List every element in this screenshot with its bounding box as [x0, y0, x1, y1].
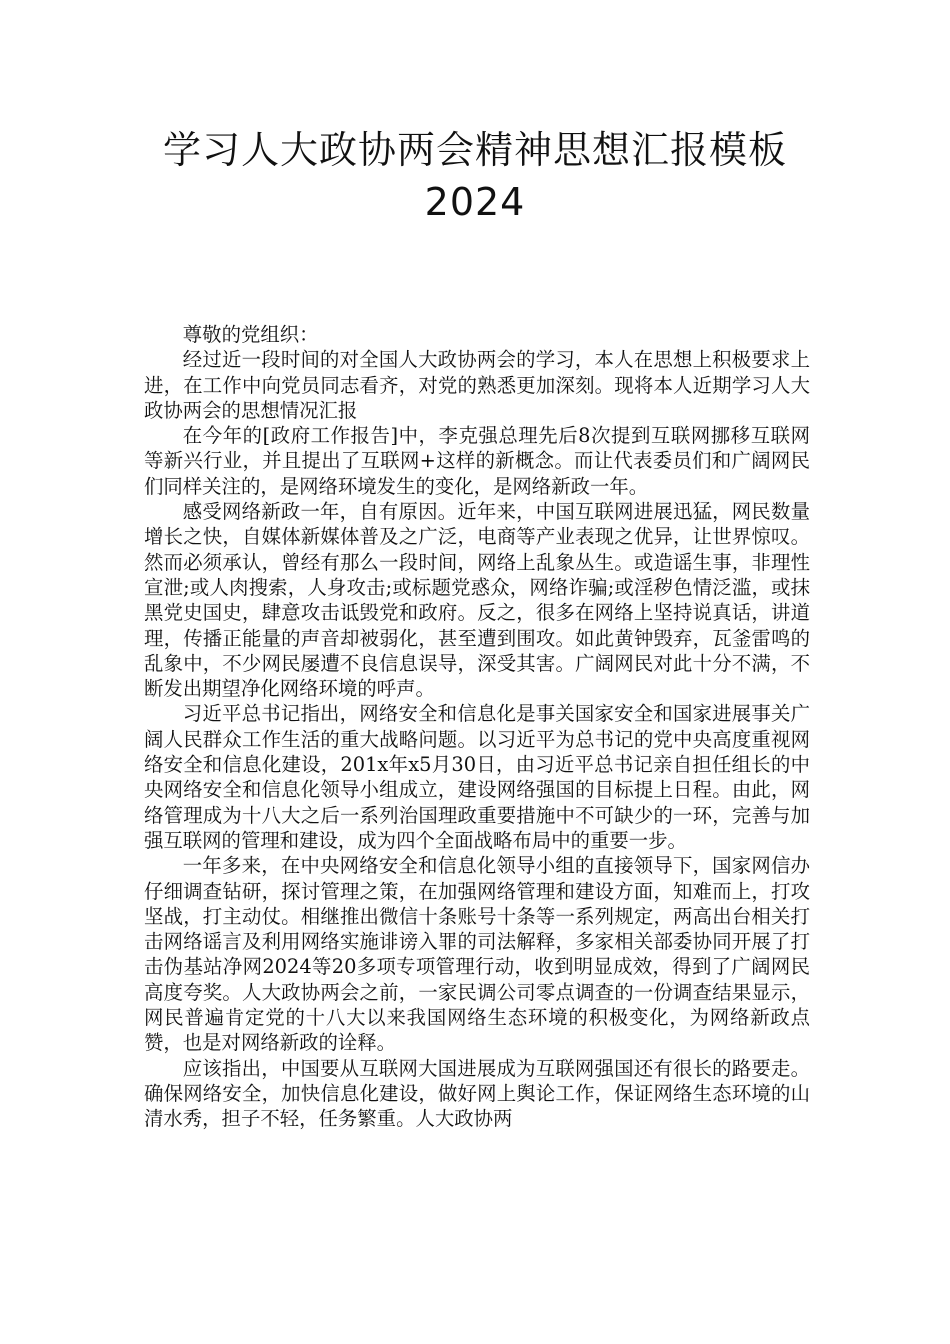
title-line-1: 学习人大政协两会精神思想汇报模板 [162, 128, 787, 172]
body-paragraph: 感受网络新政一年，自有原因。近年来，中国互联网进展迅猛，网民数量增长之快，自媒体新媒体普及之广泛，电商等产业表现之优异，让世界惊叹。然而必须承认，曾经有那么一段时间，网络上乱象丛生。或造谣生事，非理性宣泄;或人肉搜索，人身攻击;或标题党惑众，网络诈骗;或淫秽色情泛滥，或抹黑党史国史，肆意攻击诋毁党和政府。反之，很多在网络上坚持说真话，讲道理，传播正能量的声音却被弱化，甚至遭到围攻。如此黄钟毁弃，瓦釜雷鸣的乱象中，不少网民屡遭不良信息误导，深受其害。广阔网民对此十分不满，不断发出期望净化网络环境的呼声。 [144, 500, 810, 701]
body-paragraph: 应该指出，中国要从互联网大国进展成为互联网强国还有很长的路要走。确保网络安全，加快信息化建设，做好网上舆论工作，保证网络生态环境的山清水秀，担子不轻，任务繁重。人大政协两 [144, 1056, 810, 1131]
document-body [144, 322, 810, 1132]
body-paragraph: 经过近一段时间的对全国人大政协两会的学习，本人在思想上积极要求上进，在工作中向党员同志看齐，对党的熟悉更加深刻。现将本人近期学习人大政协两会的思想情况汇报 [144, 348, 810, 422]
salutation: 尊敬的党组织： [182, 323, 319, 346]
body-paragraph: 习近平总书记指出，网络安全和信息化是事关国家安全和国家进展事关广阔人民群众工作生活的重大战略问题。以习近平为总书记的党中央高度重视网络安全和信息化建设，201x年x5月30日，由习近平总书记亲自担任组长的中央网络安全和信息化领导小组成立，建设网络强国的目标提上日程。由此，网络管理成为十八大之后一系列治国理政重要措施中不可缺少的一环，完善与加强互联网的管理和建设，成为四个全面战略布局中的重要一步。 [144, 702, 810, 852]
document-title [0, 124, 950, 228]
body-paragraph: 一年多来，在中央网络安全和信息化领导小组的直接领导下，国家网信办仔细调查钻研，探讨管理之策，在加强网络管理和建设方面，知难而上，打攻坚战，打主动仗。相继推出微信十条账号十条等一系列规定，两高出台相关打击网络谣言及利用网络实施诽谤入罪的司法解释，多家相关部委协同开展了打击伪基站净网2024等20多项专项管理行动，收到明显成效，得到了广阔网民高度夸奖。人大政协两会之前，一家民调公司零点调查的一份调查结果显示，网民普遍肯定党的十八大以来我国网络生态环境的积极变化，为网络新政点赞，也是对网络新政的诠释。 [144, 854, 810, 1055]
title-line-2: 2024 [424, 180, 526, 224]
body-paragraph: 在今年的[政府工作报告]中，李克强总理先后8次提到互联网挪移互联网等新兴行业，并且提出了互联网+这样的新概念。而让代表委员们和广阔网民们同样关注的，是网络环境发生的变化，是网络新政一年。 [144, 424, 810, 498]
